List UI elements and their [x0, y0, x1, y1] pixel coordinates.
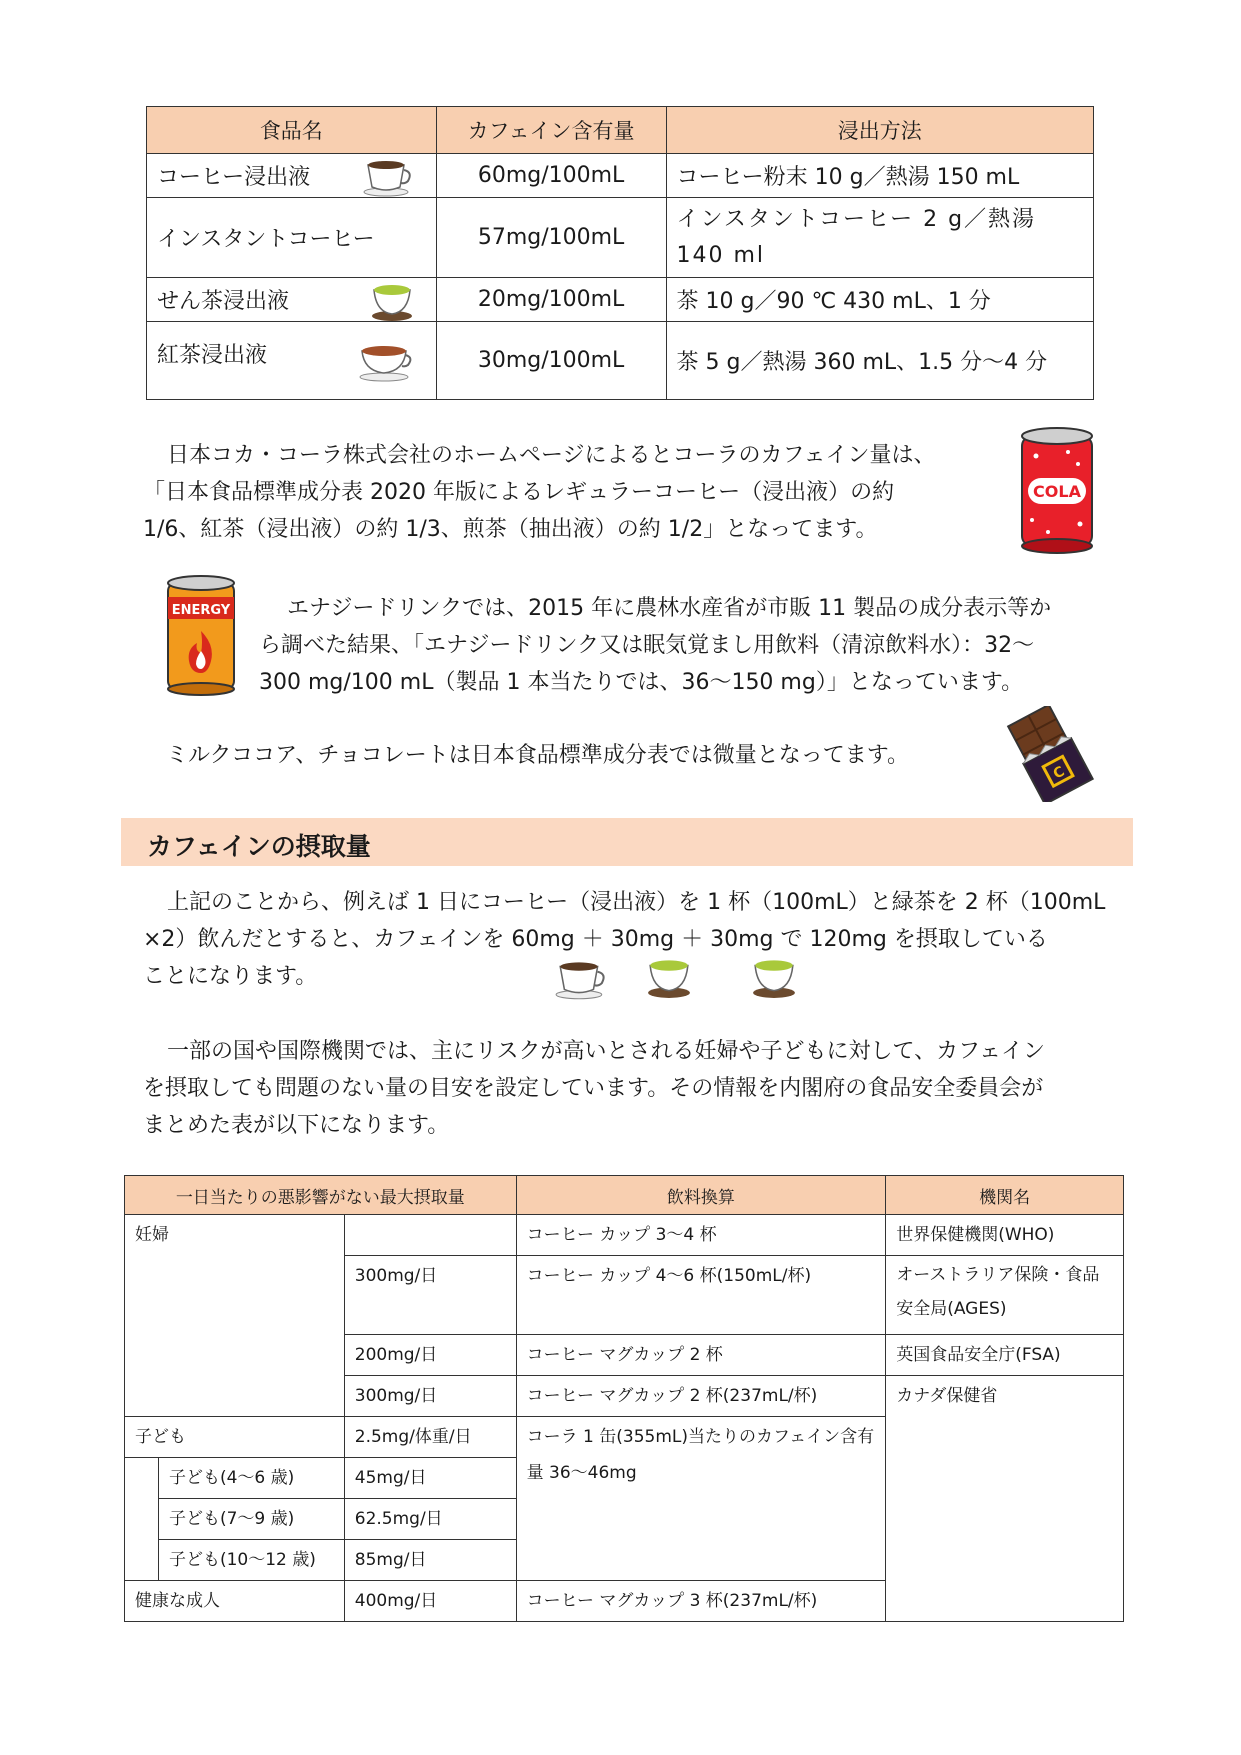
- header-brew-method: 浸出方法: [666, 107, 1093, 154]
- energy-can-label: ENERGY: [171, 603, 231, 618]
- paragraph-line: エナジードリンクでは、2015 年に農林水産省が市販 11 製品の成分表示等か: [287, 596, 1052, 621]
- brew-method: インスタントコーヒー 2 g／熱湯 140 ml: [666, 198, 1093, 278]
- intake-paragraph: [143, 884, 1123, 995]
- intake-amount: 45mg/日: [344, 1458, 516, 1499]
- intake-amount: 62.5mg/日: [344, 1499, 516, 1540]
- coffee-cup-icon: [362, 155, 414, 197]
- brew-method: コーヒー粉末 10 g／熱湯 150 mL: [666, 154, 1093, 198]
- green-tea-icon: [646, 953, 692, 999]
- green-tea-icon: [751, 953, 797, 999]
- caffeine-amount: 20mg/100mL: [436, 278, 666, 322]
- table-row: [125, 1215, 1124, 1256]
- caffeine-content-table: [146, 106, 1094, 400]
- intake-amount: 300mg/日: [344, 1376, 516, 1417]
- organization: カナダ保健省: [886, 1376, 1124, 1622]
- intake-amount: 300mg/日: [344, 1256, 516, 1335]
- group-label: 子ども: [125, 1417, 345, 1458]
- paragraph-line: まとめた表が以下になります。: [143, 1113, 450, 1138]
- table-row: [147, 322, 1094, 400]
- brew-method: 茶 5 g／熱湯 360 mL、1.5 分～4 分: [666, 322, 1093, 400]
- cola-can-label: COLA: [1033, 482, 1081, 501]
- age-label: 子ども(10～12 歳): [158, 1540, 344, 1581]
- food-name: コーヒー浸出液: [157, 165, 311, 190]
- food-cell: [147, 154, 437, 198]
- intake-amount: 2.5mg/体重/日: [344, 1417, 516, 1458]
- brew-method: 茶 10 g／90 ℃ 430 mL、1 分: [666, 278, 1093, 322]
- paragraph-line: 一部の国や国際機関では、主にリスクが高いとされる妊婦や子どもに対して、カフェイン: [167, 1039, 1046, 1064]
- drink-equivalent: コーヒー マグカップ 2 杯(237mL/杯): [516, 1376, 886, 1417]
- paragraph-line: ら調べた結果、「エナジードリンク又は眠気覚まし用飲料（清涼飲料水）：32～: [259, 633, 1035, 658]
- caffeine-amount: 30mg/100mL: [436, 322, 666, 400]
- energy-drink-can-icon: [164, 573, 238, 697]
- group-label: 妊婦: [125, 1215, 345, 1417]
- table-row: [147, 198, 1094, 278]
- paragraph-line: 300 mg/100 mL（製品 1 本当たりでは、36～150 mg）」となっています。: [259, 670, 1024, 695]
- header-drink-equivalent: 飲料換算: [516, 1176, 886, 1215]
- header-max-intake: 一日当たりの悪影響がない最大摂取量: [125, 1176, 517, 1215]
- food-cell: [147, 322, 437, 400]
- food-name: せん茶浸出液: [157, 289, 290, 314]
- indent-cell: [125, 1458, 159, 1581]
- paragraph-line: 「日本食品標準成分表 2020 年版によるレギュラーコーヒー（浸出液）の約: [143, 480, 895, 505]
- cola-paragraph: [143, 437, 1013, 548]
- cocoa-paragraph: ミルクココア、チョコレートは日本食品標準成分表では微量となってます。: [166, 743, 909, 768]
- chocolate-bar-icon: [1004, 706, 1096, 802]
- max-intake-table: [124, 1175, 1124, 1622]
- group-label: 健康な成人: [125, 1581, 345, 1622]
- cola-can-icon: [1018, 424, 1096, 554]
- organization: 英国食品安全庁(FSA): [886, 1335, 1124, 1376]
- agency-paragraph: [143, 1033, 1123, 1144]
- table-row: [147, 278, 1094, 322]
- black-tea-icon: [358, 339, 414, 383]
- intake-amount: 200mg/日: [344, 1335, 516, 1376]
- drink-equivalent: コーヒー カップ 3～4 杯: [516, 1215, 886, 1256]
- food-cell: [147, 198, 437, 278]
- table-header-row: [125, 1176, 1124, 1215]
- intake-amount: 400mg/日: [344, 1581, 516, 1622]
- svg-text:C: C: [1050, 763, 1068, 783]
- organization: オーストラリア保険・食品安全局(AGES): [886, 1256, 1124, 1335]
- coffee-cup-icon: [554, 955, 608, 1001]
- section-heading: カフェインの摂取量: [147, 832, 371, 861]
- section-heading-bar: [121, 818, 1133, 866]
- intake-amount: 85mg/日: [344, 1540, 516, 1581]
- header-food-name: 食品名: [147, 107, 437, 154]
- intake-amount: [344, 1215, 516, 1256]
- drink-equivalent: コーヒー マグカップ 2 杯: [516, 1335, 886, 1376]
- green-tea-icon: [370, 278, 414, 322]
- paragraph-line: 日本コカ・コーラ株式会社のホームページによるとコーラのカフェイン量は、: [167, 443, 936, 468]
- table-header-row: [147, 107, 1094, 154]
- energy-paragraph: [259, 590, 1119, 701]
- paragraph-line: 1/6、紅茶（浸出液）の約 1/3、煎茶（抽出液）の約 1/2」となってます。: [143, 517, 878, 542]
- age-label: 子ども(7～9 歳): [158, 1499, 344, 1540]
- paragraph-line: 上記のことから、例えば 1 日にコーヒー（浸出液）を 1 杯（100mL）と緑茶を 2 杯（100mL: [167, 890, 1106, 915]
- paragraph-line: を摂取しても問題のない量の目安を設定しています。その情報を内閣府の食品安全委員会が: [143, 1076, 1044, 1101]
- table-row: [147, 154, 1094, 198]
- food-cell: [147, 278, 437, 322]
- drink-equivalent: コーラ 1 缶(355mL)当たりのカフェイン含有量 36～46mg: [516, 1417, 886, 1581]
- caffeine-amount: 60mg/100mL: [436, 154, 666, 198]
- header-organization: 機関名: [886, 1176, 1124, 1215]
- food-name: 紅茶浸出液: [157, 343, 268, 368]
- paragraph-line: ことになります。: [143, 964, 318, 989]
- organization: 世界保健機関(WHO): [886, 1215, 1124, 1256]
- paragraph-line: ×2）飲んだとすると、カフェインを 60mg ＋ 30mg ＋ 30mg で 120mg を摂取している: [143, 927, 1048, 952]
- drink-equivalent: コーヒー カップ 4～6 杯(150mL/杯): [516, 1256, 886, 1335]
- caffeine-amount: 57mg/100mL: [436, 198, 666, 278]
- drink-equivalent: コーヒー マグカップ 3 杯(237mL/杯): [516, 1581, 886, 1622]
- food-name: インスタントコーヒー: [157, 227, 375, 252]
- header-caffeine-content: カフェイン含有量: [436, 107, 666, 154]
- age-label: 子ども(4～6 歳): [158, 1458, 344, 1499]
